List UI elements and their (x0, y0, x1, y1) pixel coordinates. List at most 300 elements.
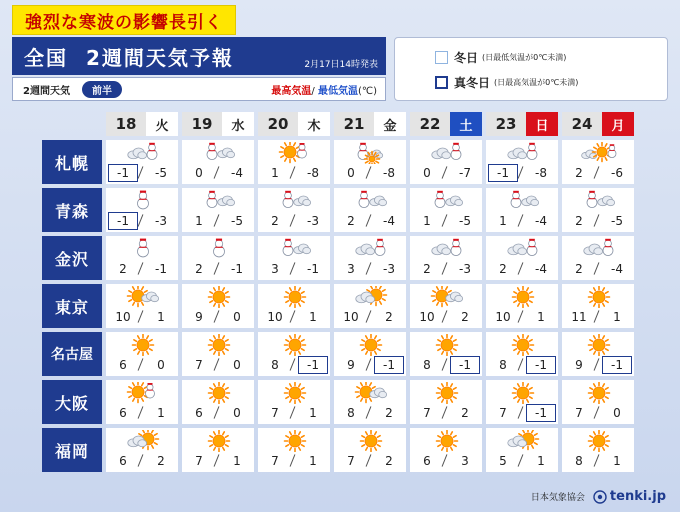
sun-icon (579, 334, 619, 356)
temp-separator (594, 214, 600, 226)
temps (334, 356, 406, 374)
low-temp: -4 (535, 262, 547, 276)
low-temp: -1 (526, 356, 556, 374)
snow-cloud-icon (199, 142, 239, 164)
high-temp: 6 (423, 454, 431, 468)
forecast-cell (486, 332, 558, 376)
temp-separator (366, 214, 372, 226)
low-temp: 0 (233, 310, 241, 324)
cloud-snow-icon (427, 142, 467, 164)
temps (486, 260, 558, 278)
temps (486, 452, 558, 470)
high-temp: 7 (271, 454, 279, 468)
date-header (182, 112, 254, 136)
temp-separator (518, 358, 524, 370)
city-name: 札幌 (42, 140, 102, 184)
temps (562, 308, 634, 326)
date-header (410, 112, 482, 136)
temps (258, 260, 330, 278)
temps (182, 308, 254, 326)
high-temp: 8 (575, 454, 583, 468)
low-temp: -8 (535, 166, 547, 180)
date-header (486, 112, 558, 136)
city-name: 金沢 (42, 236, 102, 280)
forecast-cell (258, 284, 330, 328)
temps (486, 356, 558, 374)
tenki-logo-icon (593, 490, 607, 504)
high-temp: 8 (423, 358, 431, 372)
temp-separator (442, 406, 448, 418)
temp-separator (290, 262, 296, 274)
temps (562, 452, 634, 470)
legend-fuyu-label: 冬日 (454, 51, 479, 65)
high-temp: 3 (271, 262, 279, 276)
snow-cloud-icon (579, 190, 619, 212)
temp-separator (518, 166, 524, 178)
forecast-cell (334, 380, 406, 424)
temp-separator (594, 262, 600, 274)
low-temp: -4 (611, 262, 623, 276)
weekday-label: 木 (298, 112, 330, 136)
high-temp: 10 (419, 310, 435, 324)
high-temp: 2 (271, 214, 279, 228)
temp-separator (366, 406, 372, 418)
temp-separator (594, 454, 600, 466)
sun-icon (579, 382, 619, 404)
temps (258, 164, 330, 182)
max-temp-label: 最高気温 (271, 85, 312, 97)
temps (182, 260, 254, 278)
temp-separator (214, 262, 220, 274)
low-temp: -8 (307, 166, 319, 180)
temp-separator (442, 358, 448, 370)
temp-separator (442, 214, 448, 226)
sun-icon (503, 334, 543, 356)
forecast-cell (410, 236, 482, 280)
high-temp: 10 (495, 310, 511, 324)
high-temp: 9 (347, 358, 355, 372)
high-temp: 2 (575, 166, 583, 180)
snow-cloud-icon (275, 190, 315, 212)
date-number: 22 (410, 112, 450, 136)
temp-separator (366, 454, 372, 466)
city-row (42, 236, 638, 280)
weekday-label: 日 (526, 112, 558, 136)
low-temp: 1 (613, 454, 621, 468)
high-temp: 1 (195, 214, 203, 228)
forecast-cell (258, 332, 330, 376)
low-temp: 1 (613, 310, 621, 324)
low-temp: 2 (461, 310, 469, 324)
low-temp: -1 (602, 356, 632, 374)
weekday-label: 金 (374, 112, 406, 136)
temp-separator (518, 214, 524, 226)
sun-icon (351, 430, 391, 452)
temp-separator (214, 406, 220, 418)
forecast-cell (334, 188, 406, 232)
temp-separator (366, 262, 372, 274)
temp-separator (290, 358, 296, 370)
sub-bar (12, 77, 386, 101)
city-name: 名古屋 (42, 332, 102, 376)
sub-bar-label: 2週間天気 (23, 85, 70, 97)
city-name: 大阪 (42, 380, 102, 424)
forecast-cell (182, 188, 254, 232)
forecast-cell (410, 332, 482, 376)
period-badge: 前半 (82, 81, 122, 98)
headline-banner: 強烈な寒波の影響長引く (12, 5, 236, 35)
snow-cloud-sun-icon (351, 142, 391, 164)
sun-icon (199, 430, 239, 452)
temp-separator (290, 214, 296, 226)
temp-separator (138, 262, 144, 274)
city-row (42, 332, 638, 376)
high-temp: 11 (571, 310, 587, 324)
high-temp: 7 (195, 358, 203, 372)
source-label: 日本気象協会 (530, 493, 585, 503)
temps (182, 452, 254, 470)
high-temp: 7 (499, 406, 507, 420)
high-temp: 9 (195, 310, 203, 324)
forecast-cell (106, 140, 178, 184)
high-temp: 6 (119, 406, 127, 420)
issued-time: 2月17日14時発表 (304, 60, 378, 70)
temps (182, 212, 254, 230)
high-temp: 1 (499, 214, 507, 228)
title-region: 全国 (24, 45, 68, 70)
temp-separator (442, 166, 448, 178)
temps (562, 212, 634, 230)
high-temp: 10 (343, 310, 359, 324)
temp-separator (138, 406, 144, 418)
low-temp: 2 (385, 310, 393, 324)
brand-label: tenki.jp (609, 489, 666, 504)
temp-separator (290, 406, 296, 418)
temps (486, 212, 558, 230)
date-number: 21 (334, 112, 374, 136)
sun-icon (275, 286, 315, 308)
city-name: 福岡 (42, 428, 102, 472)
sun-cloud-icon (123, 286, 163, 308)
high-temp: 2 (347, 214, 355, 228)
forecast-cell (106, 236, 178, 280)
weekday-label: 土 (450, 112, 482, 136)
temp-separator (594, 358, 600, 370)
temp-separator (214, 454, 220, 466)
forecast-cell (486, 236, 558, 280)
temps (106, 404, 178, 422)
cloud-snow-icon (351, 238, 391, 260)
city-row (42, 428, 638, 472)
temps (334, 212, 406, 230)
high-temp: 2 (195, 262, 203, 276)
temp-legend: 最高気温/ 最低気温(℃) (271, 85, 377, 97)
high-temp: 8 (271, 358, 279, 372)
forecast-cell (486, 428, 558, 472)
forecast-cell (410, 140, 482, 184)
city-row (42, 284, 638, 328)
snowman-icon (123, 238, 163, 260)
sun-icon (579, 430, 619, 452)
high-temp: 7 (271, 406, 279, 420)
snow-cloud-icon (275, 238, 315, 260)
date-header (562, 112, 634, 136)
forecast-cell (562, 284, 634, 328)
low-temp: -1 (298, 356, 328, 374)
legend-mafuyu (435, 70, 667, 95)
temps (410, 404, 482, 422)
low-temp: -4 (383, 214, 395, 228)
forecast-cell (106, 380, 178, 424)
temp-separator (594, 166, 600, 178)
high-temp: -1 (108, 164, 138, 182)
cloud-sun-icon (123, 430, 163, 452)
temp-separator (290, 310, 296, 322)
high-temp: 3 (347, 262, 355, 276)
forecast-cell (106, 428, 178, 472)
high-temp: 9 (575, 358, 583, 372)
cloud-sun-icon (351, 286, 391, 308)
legend-mafuyu-note: (日最高気温が0℃未満) (494, 78, 579, 87)
temps (334, 404, 406, 422)
temp-separator (290, 166, 296, 178)
forecast-cell (410, 284, 482, 328)
temps (410, 356, 482, 374)
legend-fuyu (435, 45, 667, 70)
legend-mafuyu-label: 真冬日 (454, 76, 491, 90)
date-number: 18 (106, 112, 146, 136)
high-temp: 2 (423, 262, 431, 276)
high-temp: 0 (347, 166, 355, 180)
temp-separator (138, 166, 144, 178)
temp-separator (366, 166, 372, 178)
low-temp: 0 (233, 406, 241, 420)
low-temp: 0 (613, 406, 621, 420)
forecast-cell (486, 140, 558, 184)
temps (258, 308, 330, 326)
high-temp: -1 (108, 212, 138, 230)
sun-icon (275, 334, 315, 356)
sun-icon (427, 334, 467, 356)
date-number: 23 (486, 112, 526, 136)
temps (562, 164, 634, 182)
sun-icon (199, 286, 239, 308)
mafuyu-square-icon (435, 76, 448, 89)
temps (106, 308, 178, 326)
high-temp: 2 (499, 262, 507, 276)
cloud-snow-icon (503, 142, 543, 164)
high-temp: 2 (575, 262, 583, 276)
temps (258, 356, 330, 374)
temps (334, 260, 406, 278)
high-temp: 8 (347, 406, 355, 420)
forecast-cell (334, 140, 406, 184)
temps (334, 308, 406, 326)
high-temp: -1 (488, 164, 518, 182)
temp-separator (594, 310, 600, 322)
tenki-logo (593, 489, 666, 504)
weekday-label: 火 (146, 112, 178, 136)
temps (258, 404, 330, 422)
low-temp: -5 (611, 214, 623, 228)
low-temp: 2 (461, 406, 469, 420)
low-temp: -5 (231, 214, 243, 228)
low-temp: -3 (383, 262, 395, 276)
forecast-cell (106, 332, 178, 376)
snowman-icon (199, 238, 239, 260)
low-temp: -1 (374, 356, 404, 374)
forecast-cell (182, 428, 254, 472)
sun-icon (199, 334, 239, 356)
high-temp: 1 (423, 214, 431, 228)
high-temp: 2 (575, 214, 583, 228)
high-temp: 1 (271, 166, 279, 180)
high-temp: 10 (115, 310, 131, 324)
high-temp: 10 (267, 310, 283, 324)
low-temp: -7 (459, 166, 471, 180)
sun-icon (123, 334, 163, 356)
temps (410, 260, 482, 278)
temp-separator (214, 358, 220, 370)
temps (106, 452, 178, 470)
cloud-sun-icon (503, 430, 543, 452)
low-temp: 1 (537, 310, 545, 324)
low-temp: 1 (233, 454, 241, 468)
temps (486, 404, 558, 422)
temps (182, 356, 254, 374)
low-temp: -1 (307, 262, 319, 276)
temp-separator (138, 310, 144, 322)
temp-separator (594, 406, 600, 418)
low-temp: 1 (309, 454, 317, 468)
sun-icon (427, 430, 467, 452)
low-temp: -3 (459, 262, 471, 276)
low-temp: 2 (385, 406, 393, 420)
low-temp: -5 (459, 214, 471, 228)
temps (410, 212, 482, 230)
temps (106, 260, 178, 278)
temps (258, 452, 330, 470)
date-header (334, 112, 406, 136)
forecast-cell (182, 332, 254, 376)
forecast-cell (258, 380, 330, 424)
temp-separator (518, 406, 524, 418)
low-temp: -1 (526, 404, 556, 422)
low-temp: 2 (385, 454, 393, 468)
snow-cloud-icon (427, 190, 467, 212)
forecast-cell (562, 428, 634, 472)
temp-unit: (℃) (357, 85, 377, 97)
temps (486, 308, 558, 326)
forecast-cell (562, 140, 634, 184)
low-temp: -1 (231, 262, 243, 276)
sun-cloud-icon (427, 286, 467, 308)
temps (562, 356, 634, 374)
date-number: 19 (182, 112, 222, 136)
low-temp: -6 (611, 166, 623, 180)
legend-fuyu-note: (日最低気温が0℃未満) (482, 53, 567, 62)
temp-separator (138, 358, 144, 370)
temps (562, 260, 634, 278)
date-header (258, 112, 330, 136)
temps (486, 164, 558, 182)
snow-cloud-icon (503, 190, 543, 212)
forecast-cell (258, 236, 330, 280)
low-temp: 1 (157, 310, 165, 324)
low-temp: 1 (537, 454, 545, 468)
forecast-cell (258, 188, 330, 232)
fuyu-square-icon (435, 51, 448, 64)
sun-icon (503, 286, 543, 308)
temp-separator (442, 454, 448, 466)
temps (334, 164, 406, 182)
low-temp: 2 (157, 454, 165, 468)
low-temp: -4 (231, 166, 243, 180)
temps (182, 164, 254, 182)
forecast-cell (182, 284, 254, 328)
snowman-icon (123, 190, 163, 212)
low-temp: -1 (155, 262, 167, 276)
cloud-snow-icon (123, 142, 163, 164)
sun-icon (275, 382, 315, 404)
forecast-cell (258, 140, 330, 184)
temps (106, 212, 178, 230)
low-temp: 1 (309, 310, 317, 324)
forecast-cell (410, 380, 482, 424)
forecast-cell (182, 140, 254, 184)
temp-separator (138, 214, 144, 226)
low-temp: -5 (155, 166, 167, 180)
high-temp: 7 (575, 406, 583, 420)
high-temp: 6 (119, 454, 127, 468)
sun-snow-icon (275, 142, 315, 164)
city-row (42, 188, 638, 232)
low-temp: -8 (383, 166, 395, 180)
low-temp: -4 (535, 214, 547, 228)
high-temp: 0 (195, 166, 203, 180)
snow-cloud-icon (199, 190, 239, 212)
sun-icon (199, 382, 239, 404)
date-header (106, 112, 178, 136)
forecast-cell (334, 428, 406, 472)
city-row (42, 380, 638, 424)
footer (531, 489, 666, 504)
low-temp: -3 (155, 214, 167, 228)
temps (106, 356, 178, 374)
high-temp: 0 (423, 166, 431, 180)
date-number: 24 (562, 112, 602, 136)
low-temp: 0 (157, 358, 165, 372)
forecast-cell (562, 332, 634, 376)
temp-separator (366, 358, 372, 370)
forecast-cell (334, 332, 406, 376)
temp-separator (138, 454, 144, 466)
low-temp: 1 (157, 406, 165, 420)
date-header-row (106, 112, 638, 136)
temp-separator (214, 310, 220, 322)
high-temp: 8 (499, 358, 507, 372)
temp-separator (518, 310, 524, 322)
weekday-label: 水 (222, 112, 254, 136)
temp-separator (518, 262, 524, 274)
temps (334, 452, 406, 470)
forecast-cell (106, 188, 178, 232)
forecast-cell (106, 284, 178, 328)
forecast-cell (258, 428, 330, 472)
sun-icon (427, 382, 467, 404)
temps (106, 164, 178, 182)
cloud-sun-snow-icon (579, 142, 619, 164)
